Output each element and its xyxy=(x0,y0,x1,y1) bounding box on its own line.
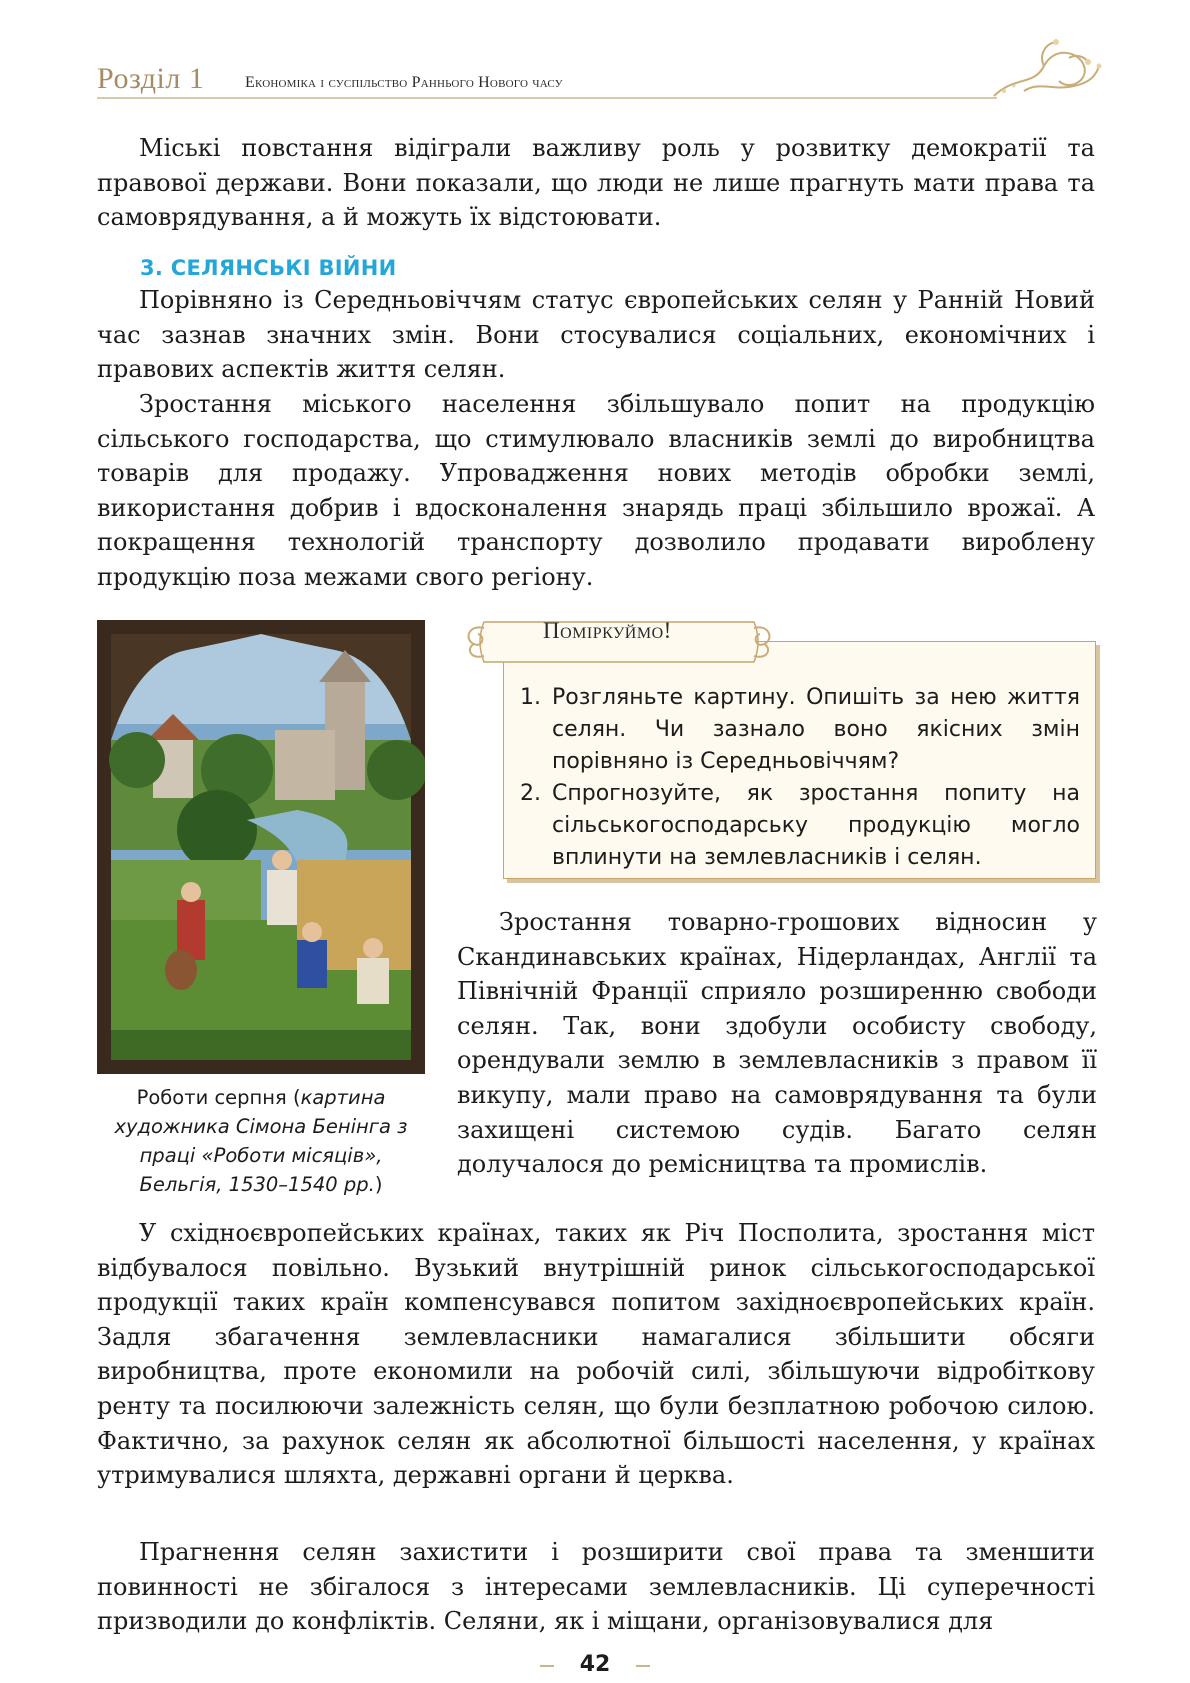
paragraph-4: Зростання товарно-грошових відносин у Скандинавських країнах, Нідерландах, Англії та Північній Франції сприяло розширенню свободи селян. Так, вони здобули особисту свободу, орендували землю в землевласників з правом її викупу, мали право на самоврядування та були захищені системою судів. Багато селян долучалося до ремісництва та промислів. xyxy=(457,908,1097,1179)
think-title: Поміркуймо! xyxy=(543,618,672,643)
page-number-dash xyxy=(540,1665,554,1667)
paragraph-6: Прагнення селян захистити і розширити свої права та зменшити повинності не збігалося з інтересами землевласників. Ці суперечності призводили до конфліктів. Селяни, як і міщани, організовувалися для xyxy=(97,1538,1095,1636)
item-text: Розгляньте картину. Опишіть за нею життя селян. Чи зазнало воно якісних змін порівняно із Середньовіччям? xyxy=(552,685,1080,774)
chapter-label: Розділ 1 xyxy=(97,62,205,95)
list-item xyxy=(520,682,1080,778)
think-question-list xyxy=(520,682,1080,874)
page-header xyxy=(97,58,1097,98)
header-rule xyxy=(97,97,997,99)
page-number-dash xyxy=(636,1665,650,1667)
floral-ornament-icon xyxy=(984,36,1104,106)
item-number: 2. xyxy=(520,781,541,806)
item-number: 1. xyxy=(520,685,541,710)
item-text: Спрогнозуйте, як зростання попиту на сільськогосподарську продукцію могло вплинути на землевласників і селян. xyxy=(552,781,1080,870)
paragraph-5: У східноєвропейських країнах, таких як Річ Посполита, зростання міст відбувалося повільно. Вузький внутрішній ринок сільськогосподарської продукції таких країн компенсувався попитом західноєвропейських країн. Задля збагачення землевласники намагалися збільшити обсяги виробництва, проте економили на робочій силі, збільшуючи відробіткову ренту та посилюючи залежність селян, що були безплатною робочою силою. Фактично, за рахунок селян як абсолютної більшості населення, у країнах утримувалися шляхта, державні органи й церква. xyxy=(97,1219,1095,1490)
painting-caption xyxy=(97,1083,425,1199)
page-number: 42 xyxy=(579,1652,611,1677)
chapter-subtitle: Економіка і суспільство Раннього Нового часу xyxy=(245,74,563,91)
paragraph-3: Зростання міського населення збільшувало попит на продукцію сільського господарства, що стимулювало власників землі до виробництва товарів для продажу. Упровадження нових методів обробки землі, використання добрив і вдосконалення знарядь праці збільшило врожаї. А покращення технологій транспорту дозволило продавати вироблену продукцію поза межами свого регіону. xyxy=(97,390,1095,591)
paragraph-2: Порівняно із Середньовіччям статус європейських селян у Ранній Новий час зазнав значних змін. Вони стосувалися соціальних, економічних і правових аспектів життя селян. xyxy=(97,286,1095,384)
caption-main: Роботи серпня ( xyxy=(136,1086,301,1109)
caption-italic: картина художника Сімона Бенінга з праці «Роботи місяців», Бельгія, 1530–1540 рр. xyxy=(114,1086,408,1196)
paragraph-intro: Міські повстання відіграли важливу роль у розвитку демократії та правової держави. Вони показали, що люди не лише прагнуть мати права та самоврядування, а й можуть їх відстоювати. xyxy=(97,134,1095,232)
list-item xyxy=(520,778,1080,874)
caption-end: ) xyxy=(374,1173,383,1196)
section-title: 3. СЕЛЯНСЬКІ ВІЙНИ xyxy=(140,256,397,280)
painting-image xyxy=(97,620,425,1074)
